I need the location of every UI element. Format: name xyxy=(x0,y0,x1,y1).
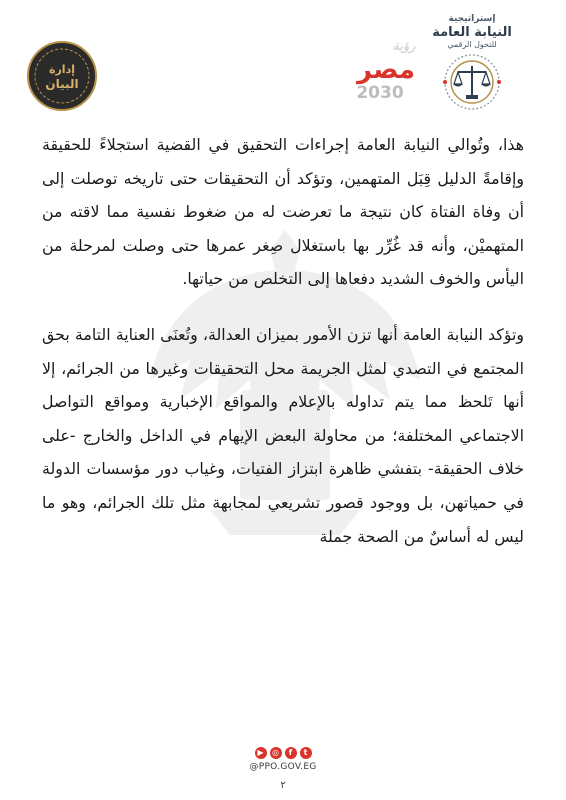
website-link[interactable]: @PPO.GOV.EG xyxy=(249,762,317,772)
vision-year-text: 2030 xyxy=(356,83,404,103)
vision-brand-text: مصر xyxy=(357,55,415,85)
page-number: ٢ xyxy=(280,780,286,791)
logo-line-department: إدارة xyxy=(48,63,76,76)
vision-script-text: رؤية xyxy=(392,39,416,54)
paragraph-justice: وتؤكد النيابة العامة أنها تزن الأمور بميزان العدالة، وتُعنَى العناية التامة بحق المجتمع في التصدي لمثل الجريمة محل التحقيقات وغيرها من الجرائم، إلا أنها تَلحظ مما يتم تداوله بالإعلام والمواقع الإخبارية ومواقع التواصل الاجتماعي المختلفة؛ من محاولة البعض الإيهام في الداخل والخارج -على خلاف الحقيقة- بتفشي ظاهرة ابتزاز الفتيات، وغياب دور مؤسسات الدولة في حمياتهن، بل ووجود قصور تشريعي لمجابهة مثل تلك الجرائم، وهو ما ليس له أساسٌ من الصحة جملة xyxy=(42,324,524,546)
public-prosecution-logo xyxy=(416,14,528,114)
instagram-icon[interactable]: ◎ xyxy=(270,747,282,759)
twitter-icon[interactable]: t xyxy=(300,747,312,759)
page-footer xyxy=(0,740,566,800)
page-header xyxy=(0,0,566,120)
paragraph-investigation: هذا، وتُوالي النيابة العامة إجراءات التحقيق في القضية استجلاءً للحقيقة وإقامةً الدليل قِبَل المتهمين، وتؤكد أن التحقيقات حتى تاريخه توصلت إلى أن وفاة الفتاة كان نتيجة ما تعرضت له من ضغوط نفسية مما لاقته من المتهميْن، وأنه قد غُرِّر بها باستغلال صِغر عمرها حتى وصلت لمرحلة من اليأس والخوف الشديد دفعاها إلى التخلص من حياتها. xyxy=(42,135,524,289)
statement-department-logo xyxy=(26,40,98,112)
statement-body xyxy=(42,128,524,553)
scales-of-justice-icon xyxy=(440,52,504,112)
logo-line-strategy: إستراتيجية xyxy=(448,14,496,24)
logo-line-statement: البيان xyxy=(45,77,79,91)
youtube-icon[interactable]: ▶ xyxy=(255,747,267,759)
logo-line-prosecution: النيابة العامة xyxy=(432,25,512,40)
facebook-icon[interactable]: f xyxy=(285,747,297,759)
social-icons xyxy=(0,747,566,759)
egypt-vision-2030-logo xyxy=(346,34,430,104)
logo-line-digital: للتحول الرقمي xyxy=(447,40,497,49)
